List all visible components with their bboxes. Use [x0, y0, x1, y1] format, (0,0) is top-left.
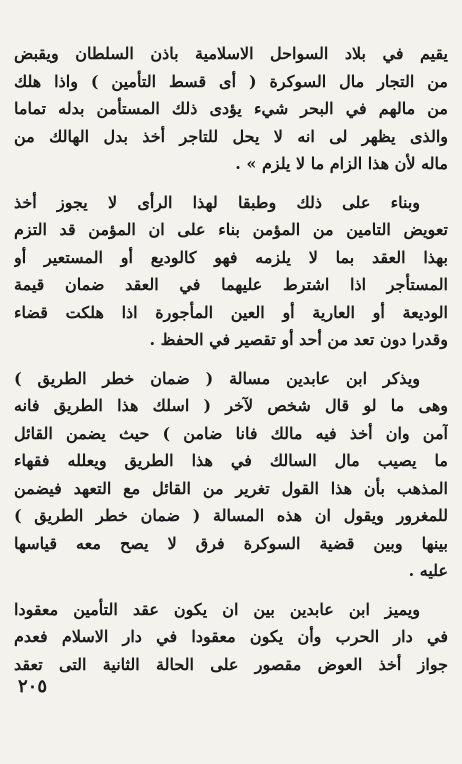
text-line: من مالهم في البحر شيء يؤدى ذلك المستأمن بدله تماما	[14, 99, 448, 118]
text-line: ويذكر ابن عابدين مسالة ( ضمان خطر الطريق )	[14, 368, 420, 388]
text-line: ما يصيب مال السالك في هذا الطريق ويعلله فقهاء	[14, 451, 448, 470]
page-number: ٢٠٥	[18, 676, 48, 697]
text-line: ماله لأن هذا الزام ما لا يلزم » .	[235, 154, 448, 173]
text-line: من التجار مال السوكرة ( أى قسط التأمين ) واذا هلك	[14, 71, 448, 91]
text-line: وبناء على ذلك وطبقا لهذا الرأى لا يجوز أخذ	[14, 192, 420, 212]
text-line: ويميز ابن عابدين بين ان يكون عقد التأمين معقودا	[14, 599, 420, 619]
text-line: يقيم في بلاد السواحل الاسلامية باذن السلطان ويقبض	[14, 44, 448, 63]
text-line: وقدرا دون تعد من أحد أو تقصير في الحفظ .	[149, 330, 448, 349]
text-line: جواز أخذ العوض مقصور على الحالة الثانية التى تعقد	[14, 654, 448, 674]
text-line: في دار الحرب وأن يكون معقودا في دار الاسلام فعدم	[14, 627, 448, 646]
paragraph-2	[14, 189, 448, 354]
text-line: وهى ما لو قال شخص لآخر ( اسلك هذا الطريق فانه	[14, 396, 448, 415]
text-line: والذى يظهر لى انه لا يحل للتاجر أخذ بدل الهالك من	[14, 126, 448, 146]
text-line: للمغرور ويقول ان هذه المسالة ( ضمان خطر الطريق )	[14, 506, 448, 525]
text-line: عليه .	[408, 561, 448, 580]
text-line: بينها وبين قضية السوكرة فرق لا يصح معه قياسها	[14, 533, 448, 553]
text-line: المذهب بأن هذا القول تغرير من القائل مع التعهد فيضمن	[14, 478, 448, 498]
text-line: بهذا العقد بما لا يلزمه فهو كالوديع أو المستعير أو	[14, 247, 448, 267]
text-line: الوديعة أو العارية أو العين المأجورة اذا هلكت قضاء	[14, 302, 448, 322]
body-text	[14, 40, 448, 678]
paragraph-4	[14, 596, 448, 679]
text-line: آمن وان أخذ فيه مالك فانا ضامن ) حيث يضمن القائل	[14, 423, 448, 443]
paragraph-3	[14, 365, 448, 585]
paragraph-1	[14, 40, 448, 178]
text-line: المستأجر اذا اشترط عليهما في العقد ضمان قيمة	[14, 275, 448, 294]
text-line: تعويض التامين من المؤمن بناء على ان المؤمن قد التزم	[14, 220, 448, 239]
